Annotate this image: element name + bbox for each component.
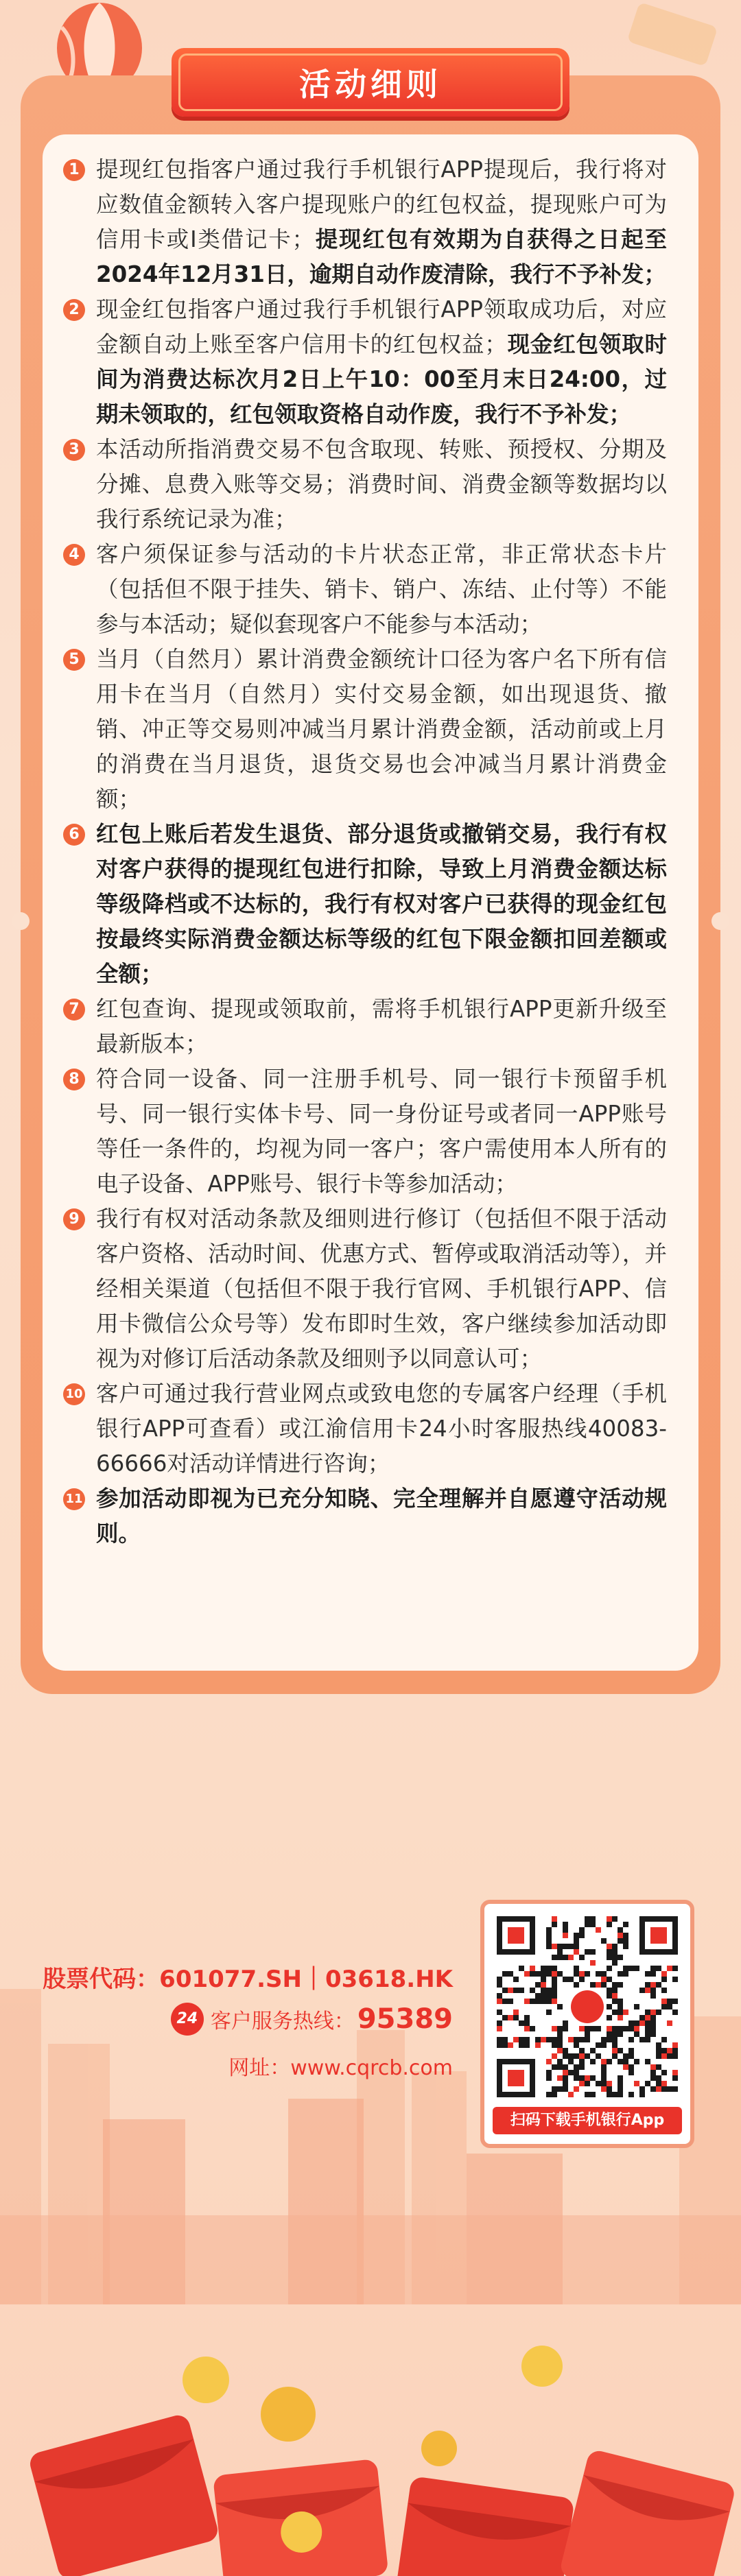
hotline [171,2003,453,2036]
website-link[interactable]: 网址：www.cqrcb.com [228,2056,453,2080]
red-envelopes-illustration [0,2318,741,2576]
rule-number-badge: 3 [63,439,85,461]
rule-item [63,642,667,817]
rule-number-badge: 6 [63,824,85,846]
rule-item [63,817,667,992]
page-title: 活动细则 [299,66,442,103]
rule-text: 当月（自然月）累计消费金额统计口径为客户名下所有信用卡在当月（自然月）实付交易金额，如出现退货、撤销、冲正等交易则冲减当月累计消费金额，活动前或上月的消费在当月退货，退货交易也会冲减当月累计消费金额； [96,646,667,812]
rule-text: 我行有权对活动条款及细则进行修订（包括但不限于活动客户资格、活动时间、优惠方式、暂停或取消活动等），并经相关渠道（包括但不限于我行官网、手机银行APP、信用卡微信公众号等）发布即时生效，客户继续参加活动即视为对修订后活动条款及细则予以同意认可； [96,1206,667,1372]
rule-text: 本活动所指消费交易不包含取现、转账、预授权、分期及分摊、息费入账等交易；消费时间、消费金额等数据均以我行系统记录为准； [96,436,667,532]
qr-label: 扫码下载手机银行App [493,2107,682,2134]
rule-item [63,152,667,292]
rule-number-badge: 4 [63,544,85,566]
rule-item [63,992,667,1062]
rule-number-badge: 5 [63,649,85,671]
decorative-ribbon [627,2,718,67]
rule-text: 红包查询、提现或领取前，需将手机银行APP更新升级至最新版本； [96,996,667,1057]
24-hour-service-icon: 24 [171,2003,204,2036]
rule-item [63,432,667,537]
rule-number-badge: 8 [63,1069,85,1090]
rule-number-badge: 11 [63,1488,85,1510]
rule-item [63,537,667,642]
rule-number-badge: 7 [63,999,85,1021]
rule-item [63,1376,667,1481]
rule-number-badge: 10 [63,1383,85,1405]
rule-number-badge: 9 [63,1208,85,1230]
rule-text: 现金红包指客户通过我行手机银行APP领取成功后，对应金额自动上账至客户信用卡的红包权益； [96,296,667,357]
card-notch-right [711,912,729,930]
qr-code-card [480,1900,694,2148]
hotline-label: 客户服务热线： [210,2009,355,2034]
rule-item [63,292,667,432]
rule-number-badge: 2 [63,299,85,321]
qr-code-icon[interactable] [497,1916,678,2097]
rule-text-bold: 提现红包有效期为自获得之日起至2024年12月31日，逾期自动作废清除，我行不予补发； [96,226,667,287]
rule-text: 提现红包指客户通过我行手机银行APP提现后，我行将对应数值金额转入客户提现账户的红包权益，提现账户可为信用卡或I类借记卡； [96,156,667,252]
rule-text-bold: 参加活动即视为已充分知晓、完全理解并自愿遵守活动规则。 [96,1486,667,1547]
hotline-number[interactable]: 95389 [357,2003,453,2035]
rule-item [63,1062,667,1202]
rule-number-badge: 1 [63,159,85,181]
rule-text: 客户须保证参与活动的卡片状态正常，非正常状态卡片（包括但不限于挂失、销卡、销户、冻结、止付等）不能参与本活动；疑似套现客户不能参与本活动； [96,541,667,637]
rule-text: 符合同一设备、同一注册手机号、同一银行卡预留手机号、同一银行实体卡号、同一身份证号或者同一APP账号等任一条件的，均视为同一客户；客户需使用本人所有的电子设备、APP账号、银行卡等参加活动； [96,1066,667,1197]
rule-text: 客户可通过我行营业网点或致电您的专属客户经理（手机银行APP可查看）或江渝信用卡24小时客服热线40083-66666对活动详情进行咨询； [96,1381,667,1477]
rule-item [63,1202,667,1376]
card-notch-left [12,912,30,930]
stock-code: 股票代码：601077.SH｜03618.HK [43,1966,453,1993]
rule-text-bold: 现金红包领取时间为消费达标次月2日上午10：00至月末日24:00，过期未领取的，红包领取资格自动作废，我行不予补发； [96,331,667,427]
title-banner [172,48,569,117]
rule-item [63,1481,667,1551]
rule-text-bold: 红包上账后若发生退货、部分退货或撤销交易，我行有权对客户获得的提现红包进行扣除，导致上月消费金额达标等级降档或不达标的，我行有权对客户已获得的现金红包按最终实际消费金额达标等级的红包下限金额扣回差额或全额； [96,821,667,987]
rules-list [63,152,667,1551]
